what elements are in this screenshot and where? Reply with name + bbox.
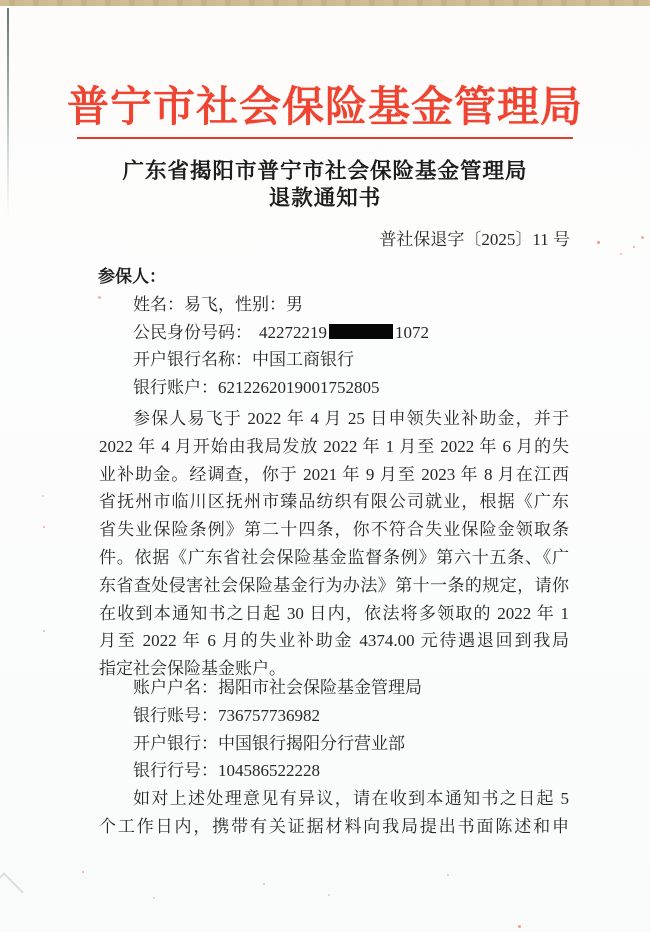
- scan-speck: [328, 894, 330, 896]
- text-line: 银行行号：104586522228: [133, 761, 320, 781]
- name-gender-line: 姓名：易飞，性别：男: [133, 294, 303, 314]
- text-line: 月至 2022 年 6 月的失业补助金 4374.00 元待遇退回到我局: [99, 631, 569, 651]
- notice-body-paragraph: [99, 405, 569, 683]
- text-line: 省抚州市临川区抚州市臻品纺织有限公司就业，根据《广东: [99, 492, 569, 512]
- text-line: 如对上述处理意见有异议，请在收到本通知书之日起 5: [133, 789, 569, 809]
- scan-speck: [263, 883, 265, 885]
- text-line: 账户户名：揭阳市社会保险基金管理局: [133, 677, 422, 697]
- id-number-line: [133, 319, 650, 347]
- scanner-edge-line: [7, 8, 9, 216]
- text-line: 东省查处侵害社会保险基金行为办法》第十一条的规定，请你: [99, 575, 569, 595]
- scan-speck: [43, 526, 45, 528]
- text-line: 参保人易飞于 2022 年 4 月 25 日申领失业补助金，并于: [133, 408, 569, 428]
- id-redaction-box: [329, 324, 393, 339]
- text-line: 件。依据《广东省社会保险基金监督条例》第六十五条、《广: [99, 547, 569, 567]
- text-line: 开户银行：中国银行揭阳分行营业部: [133, 733, 405, 753]
- scan-speck: [82, 871, 84, 873]
- scan-speck: [633, 246, 635, 248]
- scan-speck: [43, 630, 45, 632]
- text-line: 在收到本通知书之日起 30 日内，依法将多领取的 2022 年 1: [99, 603, 569, 623]
- scan-speck: [153, 897, 155, 899]
- bank-name-line: 开户银行名称：中国工商银行: [133, 350, 354, 370]
- text-line: 指定社会保险基金账户。: [99, 659, 286, 679]
- recipient-details: [0, 291, 650, 402]
- header-underline: [77, 137, 573, 139]
- scan-speck: [98, 296, 101, 299]
- corner-artifact: [0, 872, 24, 912]
- scan-speck: [447, 874, 449, 876]
- title-line-1: 广东省揭阳市普宁市社会保险基金管理局: [122, 159, 528, 183]
- text-line: 个工作日内，携带有关证据材料向我局提出书面陈述和申: [99, 816, 569, 836]
- reference-number: 普社保退字〔2025〕11 号: [379, 230, 570, 249]
- scan-speck: [620, 253, 622, 255]
- text-line: 银行账号：736757736982: [133, 705, 320, 725]
- recipient-section-label: 参保人：: [98, 267, 166, 286]
- title-line-2: 退款通知书: [268, 186, 382, 210]
- refund-account-block: [0, 674, 650, 785]
- text-line: 2022 年 4 月开始由我局发放 2022 年 1 月至 2022 年 6 月的失: [99, 436, 569, 456]
- appeal-paragraph: [99, 785, 569, 841]
- id-number-suffix: 1072: [395, 322, 429, 342]
- text-line: 省失业保险条例》第二十四条，你不符合失业保险金领取条: [99, 520, 569, 540]
- document-title: [0, 158, 650, 212]
- text-line: 业补助金。经调查，你于 2021 年 9 月至 2023 年 8 月在江西: [99, 464, 569, 484]
- scan-speck: [518, 925, 521, 928]
- scan-speck: [597, 241, 600, 244]
- paper-top-edge: [0, 0, 650, 6]
- bank-account-line: 银行账户：6212262019001752805: [133, 378, 380, 398]
- agency-header: 普宁市社会保险基金管理局: [66, 85, 583, 131]
- scan-speck: [42, 495, 44, 497]
- id-number-label: 公民身份号码：: [133, 322, 252, 342]
- scan-speck: [641, 236, 644, 239]
- id-number-prefix: 42272219: [259, 322, 327, 342]
